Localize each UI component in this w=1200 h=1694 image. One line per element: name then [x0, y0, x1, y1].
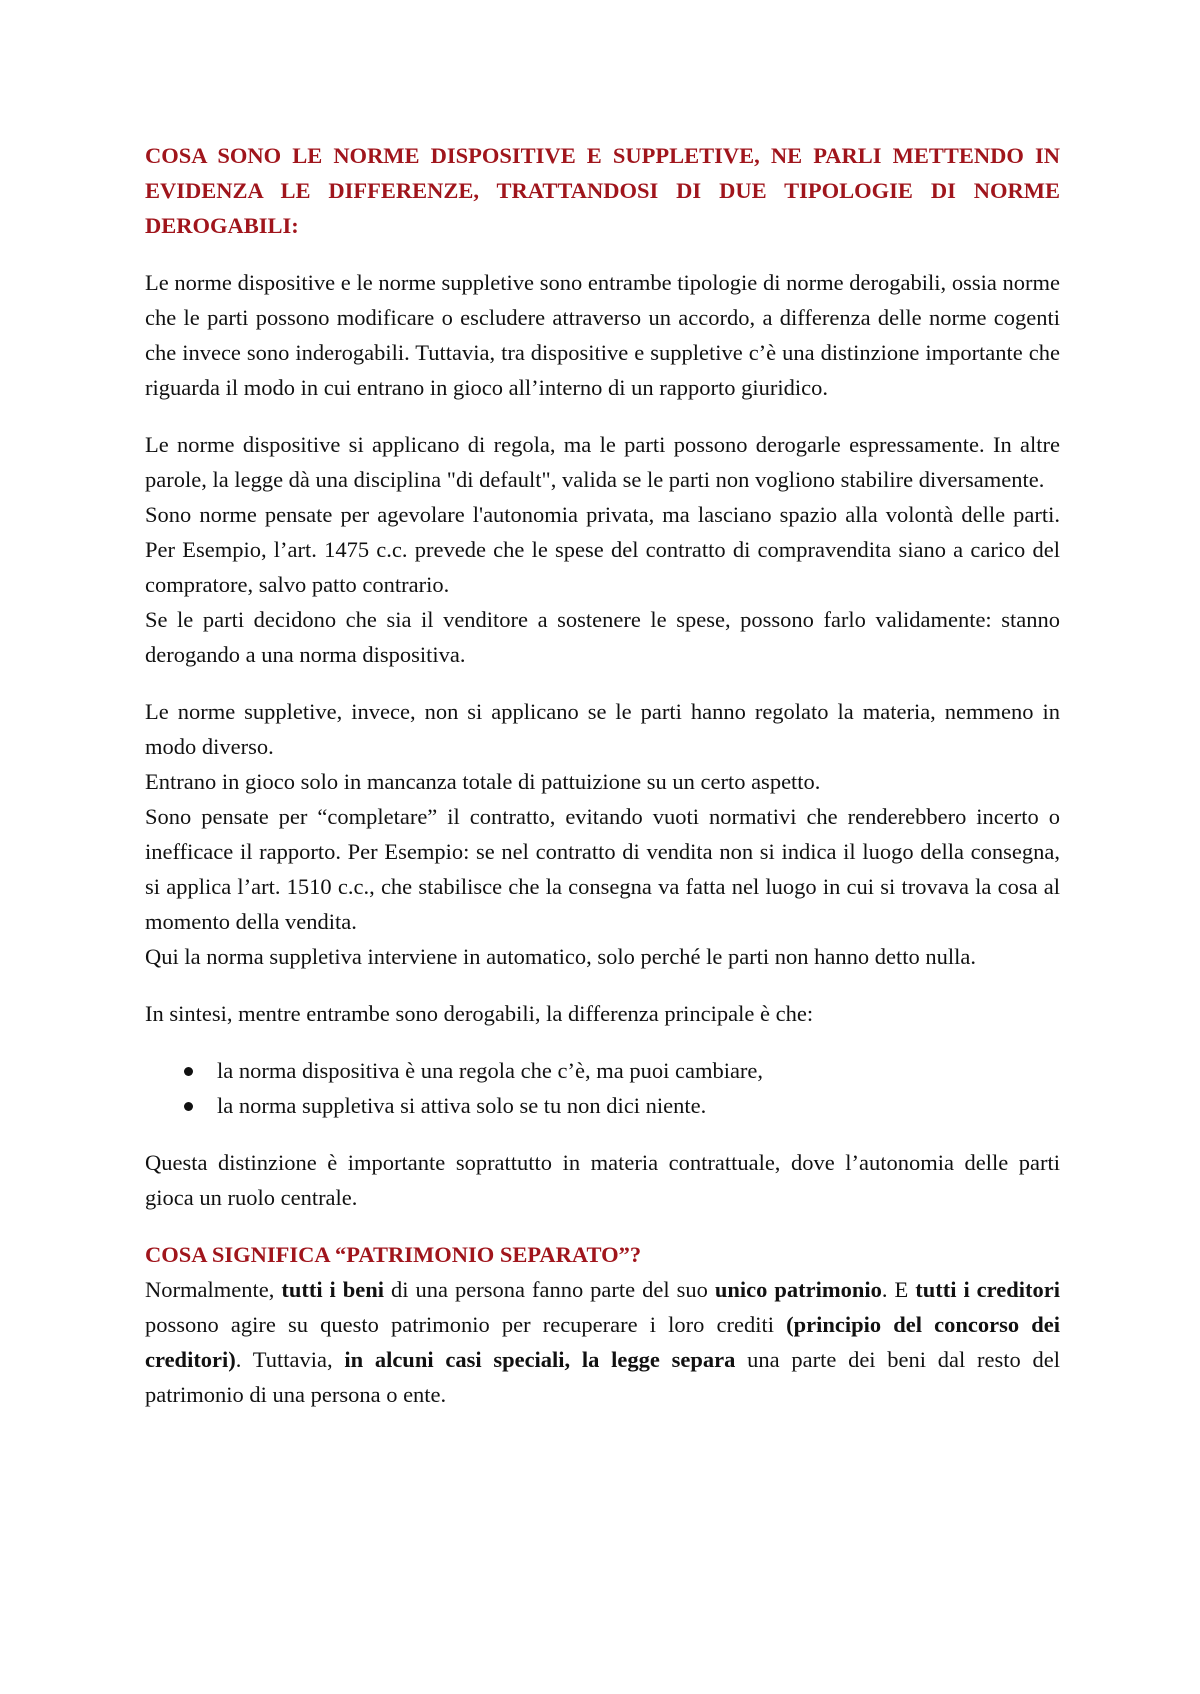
bold-run: (principio del concorso dei creditori)	[145, 1312, 1060, 1372]
bold-run: tutti i creditori	[915, 1277, 1060, 1302]
patrimonio-paragraph	[145, 1272, 1060, 1412]
list-item-text: la norma dispositiva è una regola che c’è, ma puoi cambiare,	[217, 1058, 764, 1083]
conclusion-paragraph: Questa distinzione è importante soprattutto in materia contrattuale, dove l’autonomia delle parti gioca un ruolo centrale.	[145, 1150, 1060, 1210]
suppletive-paragraph-3: Sono pensate per “completare” il contratto, evitando vuoti normativi che renderebbero incerto o inefficace il rapporto. Per Esempio: se nel contratto di vendita non si indica il luogo della consegna, si applica l’art. 1510 c.c., che stabilisce che la consegna va fatta nel luogo in cui si trovava la cosa al momento della vendita.	[145, 804, 1060, 934]
text-run: . E	[881, 1277, 916, 1302]
text-run: . Tuttavia,	[235, 1347, 345, 1372]
dispositive-paragraph-3: Se le parti decidono che sia il venditore a sostenere le spese, possono farlo validamente: stanno derogando a una norma dispositiva.	[145, 607, 1060, 667]
text-run: una parte dei beni dal resto del patrimonio di una persona o ente.	[145, 1347, 1060, 1407]
bold-run: unico patrimonio	[714, 1277, 882, 1302]
section-1-title: COSA SONO LE NORME DISPOSITIVE E SUPPLETIVE, NE PARLI METTENDO IN EVIDENZA LE DIFFERENZE, TRATTANDOSI DI DUE TIPOLOGIE DI NORME DEROGABILI:	[145, 143, 1060, 238]
suppletive-block	[145, 694, 1060, 974]
intro-paragraph: Le norme dispositive e le norme suppletive sono entrambe tipologie di norme derogabili, ossia norme che le parti possono modificare o escludere attraverso un accordo, a differenza delle norme cogenti che invece sono inderogabili. Tuttavia, tra dispositive e suppletive c’è una distinzione importante che riguarda il modo in cui entrano in gioco all’interno di un rapporto giuridico.	[145, 270, 1060, 400]
bullet-icon	[184, 1067, 193, 1076]
list-item	[145, 1088, 1060, 1123]
list-item-text: la norma suppletiva si attiva solo se tu non dici niente.	[217, 1093, 707, 1118]
bold-run: in alcuni casi speciali, la legge separa	[344, 1347, 736, 1372]
suppletive-paragraph-4: Qui la norma suppletiva interviene in automatico, solo perché le parti non hanno detto nulla.	[145, 944, 977, 969]
section-2-title: COSA SIGNIFICA “PATRIMONIO SEPARATO”?	[145, 1242, 642, 1267]
dispositive-paragraph-2: Sono norme pensate per agevolare l'autonomia privata, ma lasciano spazio alla volontà delle parti. Per Esempio, l’art. 1475 c.c. prevede che le spese del contratto di compravendita siano a carico del compratore, salvo patto contrario.	[145, 502, 1060, 597]
text-run: di una persona fanno parte del suo	[384, 1277, 715, 1302]
dispositive-paragraph-1: Le norme dispositive si applicano di regola, ma le parti possono derogarle espressamente. In altre parole, la legge dà una disciplina "di default", valida se le parti non vogliono stabilire diversamente.	[145, 432, 1060, 492]
dispositive-block	[145, 427, 1060, 672]
document-page	[145, 138, 1060, 1412]
list-item	[145, 1053, 1060, 1088]
summary-paragraph: In sintesi, mentre entrambe sono derogabili, la differenza principale è che:	[145, 1001, 814, 1026]
suppletive-paragraph-1: Le norme suppletive, invece, non si applicano se le parti hanno regolato la materia, nemmeno in modo diverso.	[145, 699, 1060, 759]
text-run: possono agire su questo patrimonio per recuperare i loro crediti	[145, 1312, 787, 1337]
suppletive-paragraph-2: Entrano in gioco solo in mancanza totale di pattuizione su un certo aspetto.	[145, 769, 821, 794]
text-run: Normalmente,	[145, 1277, 282, 1302]
bold-run: tutti i beni	[281, 1277, 385, 1302]
bullet-icon	[184, 1102, 193, 1111]
differences-list	[145, 1053, 1060, 1123]
